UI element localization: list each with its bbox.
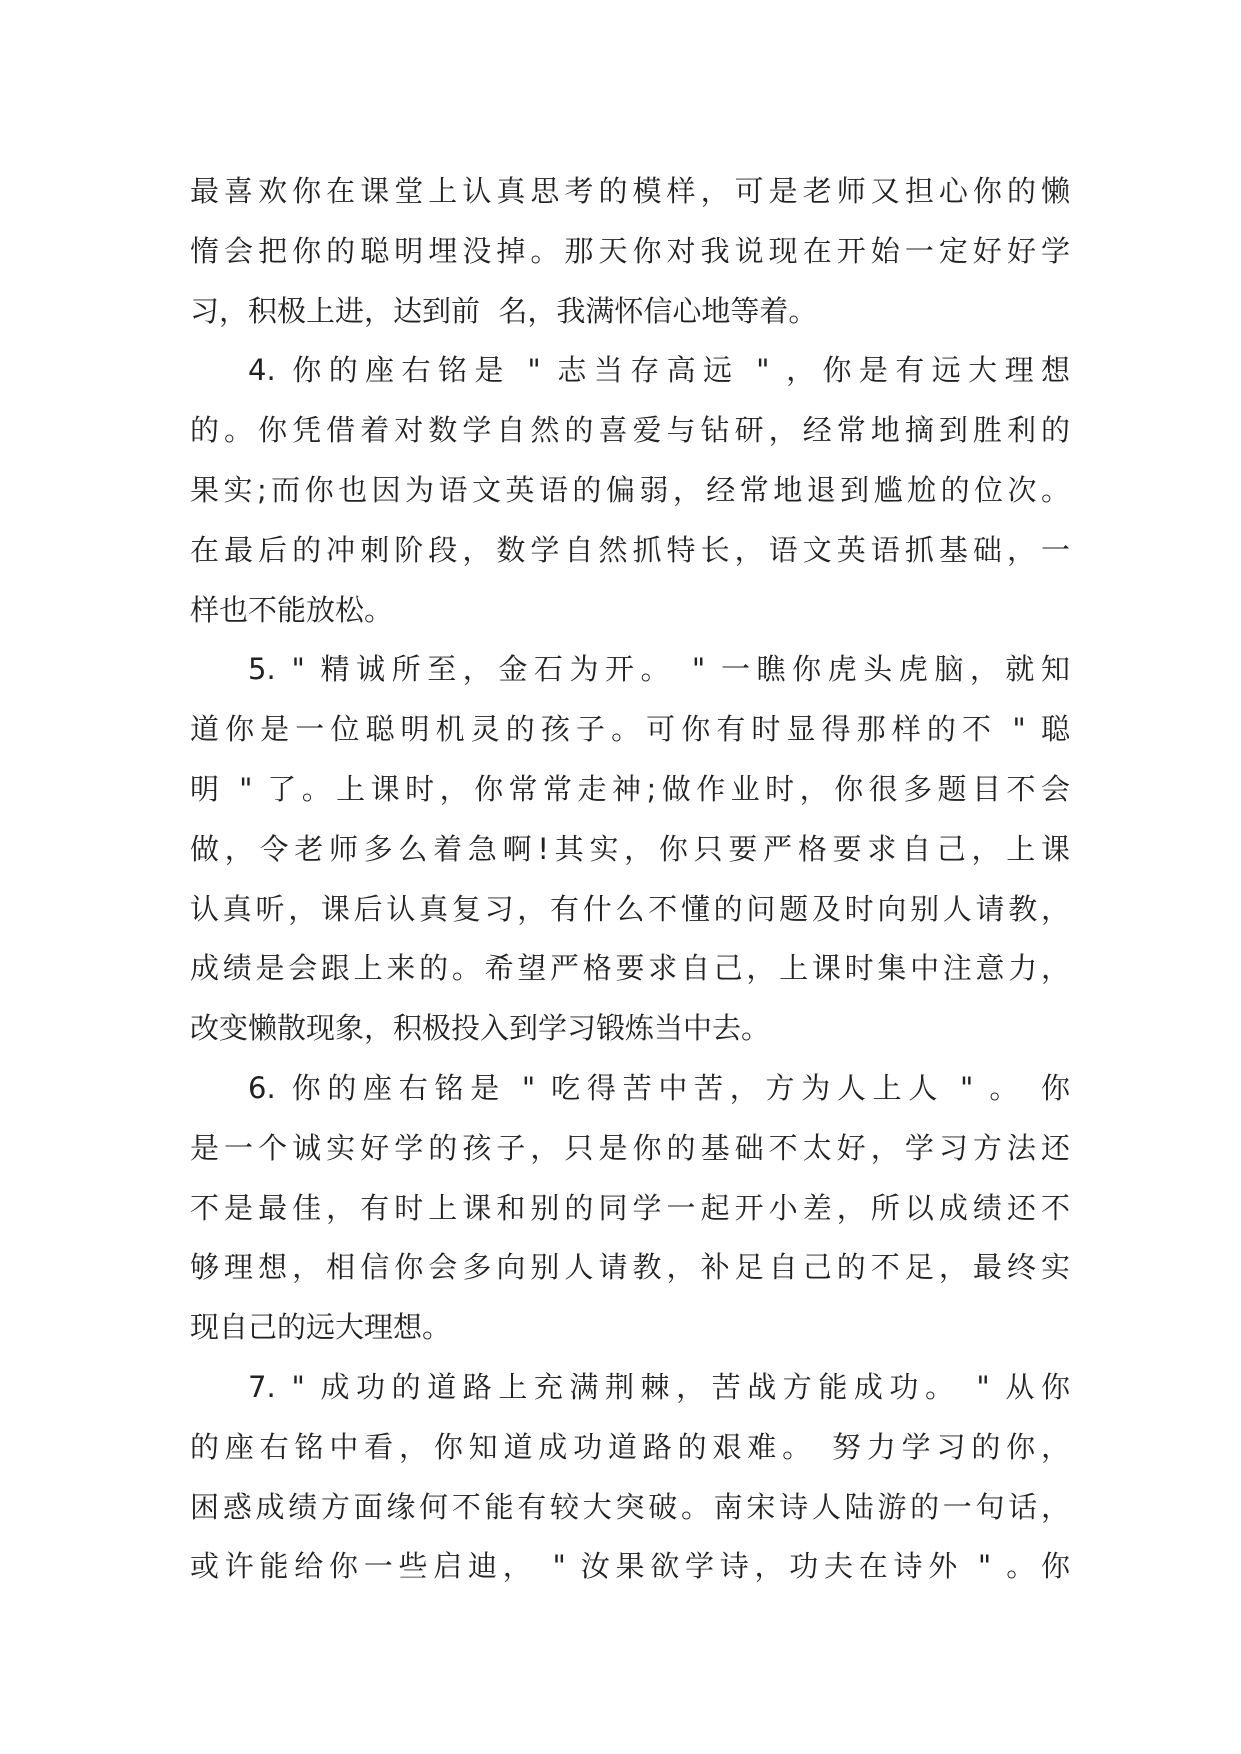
text-line: 5. " 精诚所至，金石为开。 " 一瞧你虎头虎脑，就知 bbox=[248, 652, 1070, 687]
text-line: 成绩是会跟上来的。希望严格要求自己，上课时集中注意力， bbox=[190, 951, 1070, 986]
text-line: 困惑成绩方面缘何不能有较大突破。南宋诗人陆游的一句话， bbox=[190, 1489, 1070, 1524]
text-line: 6. 你的座右铭是 " 吃得苦中苦，方为人上人 " 。 你 bbox=[248, 1070, 1070, 1105]
text-line: 改变懒散现象，积极投入到学习锻炼当中去。 bbox=[190, 1011, 771, 1046]
text-line: 果实;而你也因为语文英语的偏弱，经常地退到尴尬的位次。 bbox=[190, 472, 1070, 507]
text-line: 在最后的冲刺阶段，数学自然抓特长，语文英语抓基础，一 bbox=[190, 532, 1070, 567]
text-line: 样也不能放松。 bbox=[190, 592, 394, 627]
text-line: 做，令老师多么着急啊!其实，你只要严格要求自己，上课 bbox=[190, 831, 1070, 866]
text-line: 明 " 了。上课时，你常常走神;做作业时，你很多题目不会 bbox=[190, 771, 1070, 806]
text-line: 或许能给你一些启迪， " 汝果欲学诗，功夫在诗外 " 。你 bbox=[190, 1549, 1070, 1584]
text-line: 道你是一位聪明机灵的孩子。可你有时显得那样的不 " 聪 bbox=[190, 712, 1070, 747]
text-line: 的。你凭借着对数学自然的喜爱与钻研，经常地摘到胜利的 bbox=[190, 413, 1070, 448]
text-line: 够理想，相信你会多向别人请教，补足自己的不足，最终实 bbox=[190, 1250, 1070, 1285]
text-line: 4. 你的座右铭是 " 志当存高远 " ，你是有远大理想 bbox=[248, 353, 1070, 388]
text-line: 是一个诚实好学的孩子，只是你的基础不太好，学习方法还 bbox=[190, 1130, 1070, 1165]
text-line: 惰会把你的聪明埋没掉。那天你对我说现在开始一定好好学 bbox=[190, 233, 1070, 268]
text-line: 习，积极上进，达到前 名，我满怀信心地等着。 bbox=[190, 293, 818, 328]
text-line: 现自己的远大理想。 bbox=[190, 1310, 452, 1345]
text-line: 认真听，课后认真复习，有什么不懂的问题及时向别人请教， bbox=[190, 891, 1070, 926]
text-line: 7. " 成功的道路上充满荆棘，苦战方能成功。 " 从你 bbox=[248, 1369, 1070, 1404]
text-line: 的座右铭中看，你知道成功道路的艰难。 努力学习的你， bbox=[190, 1429, 1070, 1464]
body-text bbox=[190, 162, 1070, 1597]
text-line: 最喜欢你在课堂上认真思考的模样，可是老师又担心你的懒 bbox=[190, 174, 1070, 208]
text-line: 不是最佳，有时上课和别的同学一起开小差，所以成绩还不 bbox=[190, 1190, 1070, 1225]
